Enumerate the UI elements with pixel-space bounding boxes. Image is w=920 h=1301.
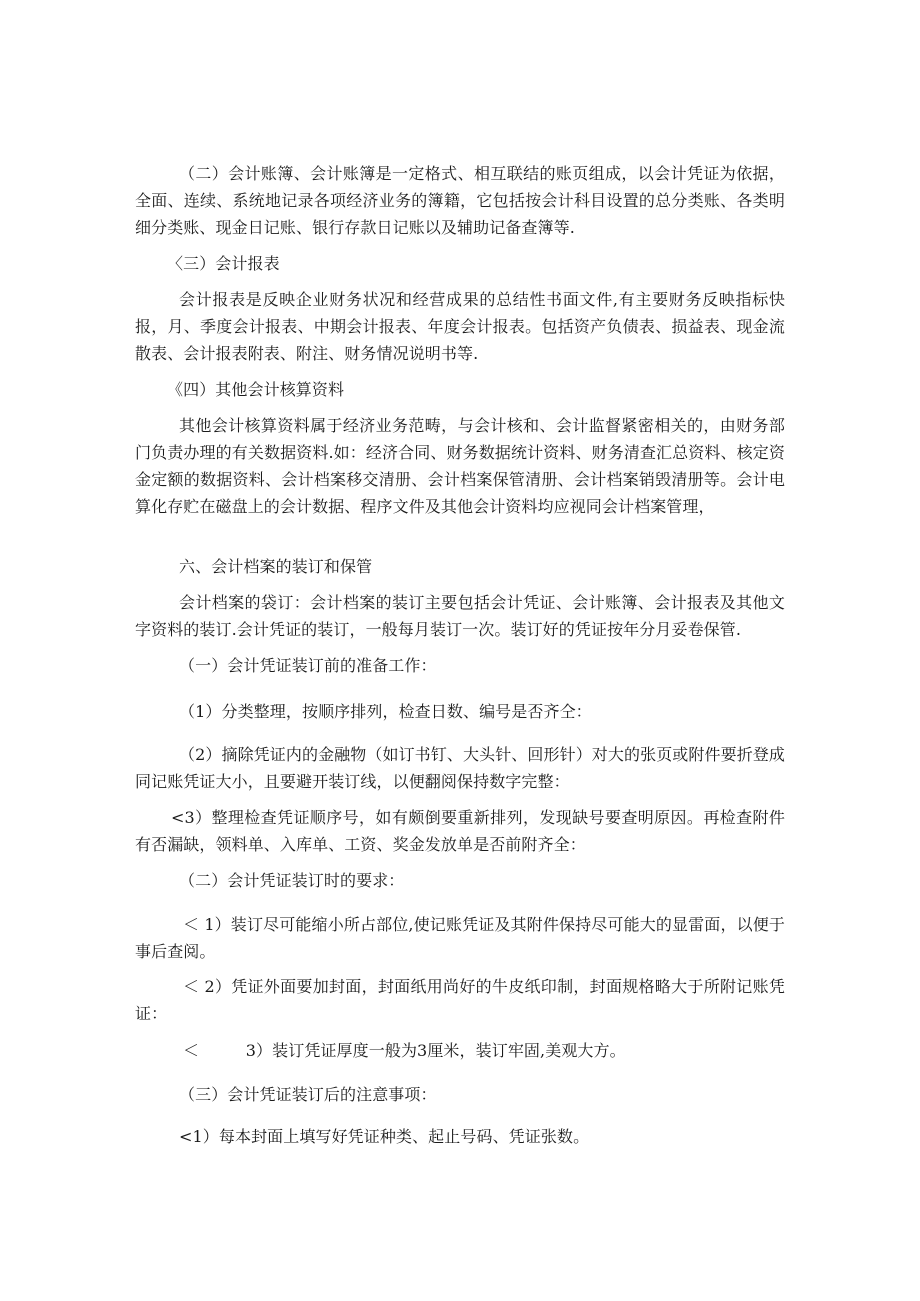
heading-preparation: （一）会计凭证装订前的准备工作：: [179, 656, 437, 675]
list-item-cover: ＜ 2）凭证外面要加封面，封面纸用尚好的牛皮纸印制，封面规格略大于所附记账凭证：: [135, 977, 785, 1023]
heading-section-six: 六、会计档案的装订和保管: [179, 557, 373, 576]
heading-accounting-statements: 〈三）会计报表: [167, 254, 280, 273]
paragraph-ledger: （二）会计账簿、会计账簿是一定格式、相互联结的账页组成，以会计凭证为依据，全面、连续、系统地记录各项经济业务的簿籍，它包括按会计科目设置的总分类账、各类明细分类账、现金日记账、银行存款日记账以及辅助记备查簿等.: [135, 164, 785, 237]
paragraph-other-materials: 其他会计核算资料属于经济业务范畴，与会计核和、会计监督紧密相关的，由财务部门负责办理的有关数据资料.如：经济合同、财务数据统计资料、财务清查汇总资料、核定资金定额的数据资料、会计档案移交清册、会计档案保管清册、会计档案销毁清册等。会计电算化存贮在磁盘上的会计数据、程序文件及其他会计资料均应视同会计档案管理，: [135, 416, 785, 516]
list-item-check-sequence: <3）整理检查凭证顺序号，如有颇倒要重新排列，发现缺号要查明原因。再检查附件有否漏缺，领料单、入库单、工资、奖金发放单是否前附齐全：: [135, 808, 785, 854]
list-item-cover-info: <1）每本封面上填写好凭证种类、起止号码、凭证张数。: [179, 1127, 590, 1146]
list-item-sort: （1）分类整理，按顺序排列，检查日数、编号是否齐仝：: [179, 702, 592, 721]
paragraph-accounting-statements: 会计报表是反映企业财务状况和经营成果的总结性书面文件,有主要财务反映指标快报，月、季度会计报表、中期会计报表、年度会计报表。包括资产负债表、损益表、现金流散表、会计报表附表、附注、财务情况说明书等.: [135, 290, 785, 363]
list-item-thickness: ＜ 3）装订凭证厚度一般为3厘米，装订牢固,美观大方。: [183, 1041, 626, 1060]
heading-after-binding: （三）会计凭证装订后的注意事项：: [179, 1085, 437, 1104]
list-item-reduce-area: ＜ 1）装订尽可能缩小所占部位,使记账凭证及其附件保持尽可能大的显雷面，以便于事后查阅。: [135, 915, 785, 961]
list-item-remove-metal: （2）摘除凭证内的金融物（如订书钉、大头针、回形针）对大的张页或附件要折登成同记账凭证大小，且要避开装订线，以便翻阅保持数字完整：: [135, 745, 785, 791]
paragraph-binding-overview: 会计档案的袋订：会计档案的装订主要包括会计凭证、会计账簿、会计报表及其他文字资料的装订.会计凭证的装订，一般每月装订一次。装订好的凭证按年分月妥卷保管.: [135, 593, 785, 639]
heading-binding-requirements: （二）会计凭证装订时的要求：: [179, 871, 405, 890]
heading-other-materials: 《四）其他会计核算资料: [167, 380, 345, 399]
